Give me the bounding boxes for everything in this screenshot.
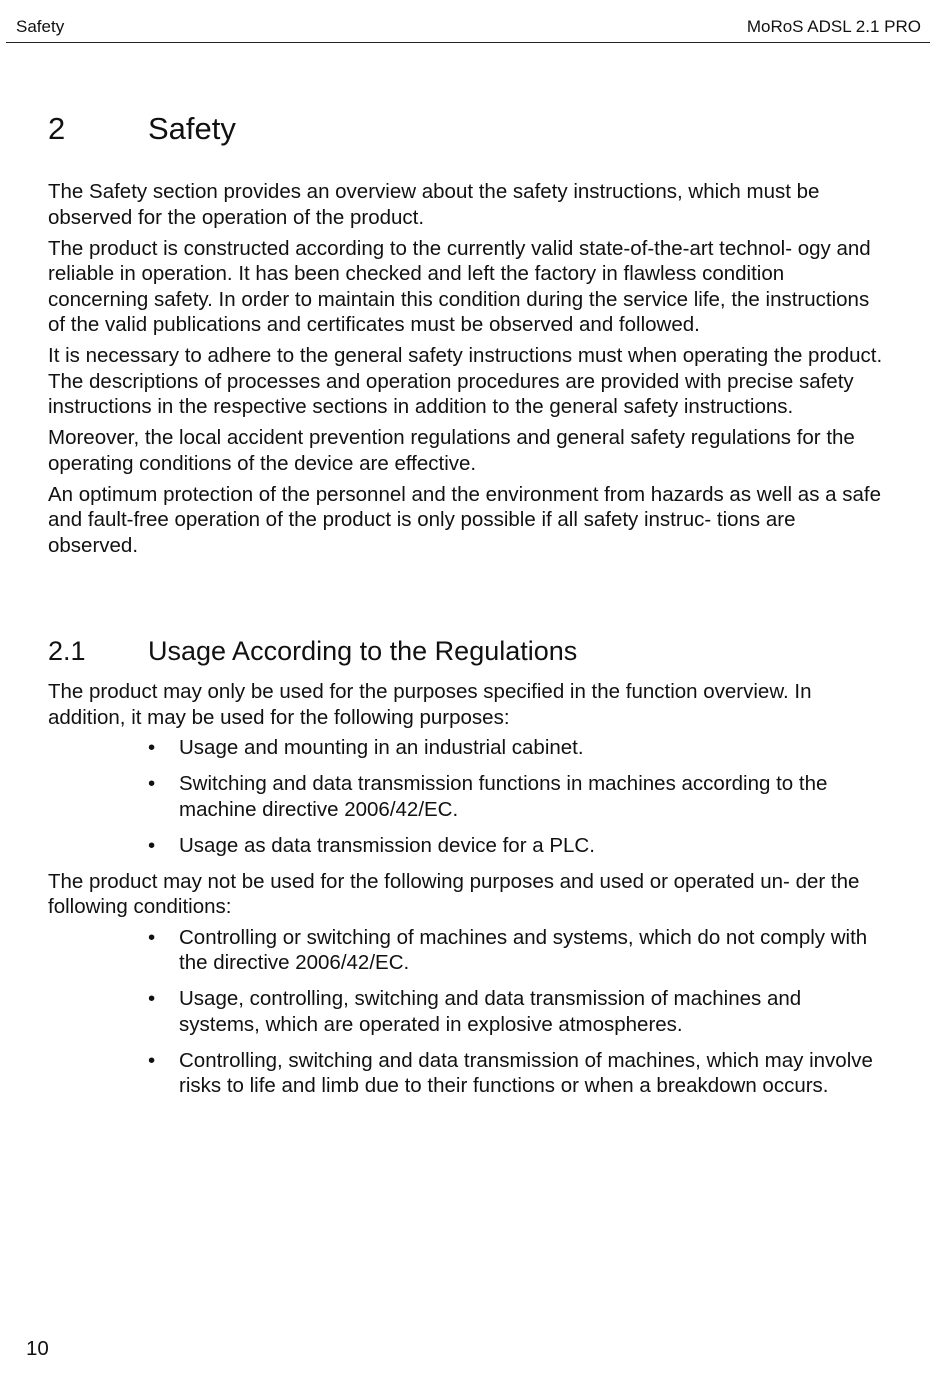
list-item-text: Controlling, switching and data transmission of machines, which may involve risks to life and limb due to their functions or when a breakdown occurs. [179, 1048, 873, 1097]
permitted-uses-list [48, 735, 883, 858]
permitted-intro-paragraph: The product may only be used for the purposes specified in the function overview. In addition, it may be used for the following purposes: [48, 680, 812, 729]
bullet-icon: • [148, 987, 156, 1010]
header-section-name: Safety [16, 17, 65, 36]
bullet-icon: • [148, 1048, 156, 1072]
list-item [48, 986, 883, 1037]
bullet-icon: • [148, 833, 156, 857]
list-item [48, 735, 883, 761]
protection-paragraph: An optimum protection of the personnel and the environment from hazards as well as a safe and fault-free operation of the product is only possible if all safety instruc- tions are observed. [48, 482, 881, 557]
subsection-number: 2.1 [48, 636, 86, 666]
regulations-paragraph: Moreover, the local accident prevention regulations and general safety regulations for the operating conditions of the device are effective. [48, 426, 855, 475]
list-item-text: Usage and mounting in an industrial cabinet. [179, 736, 584, 759]
prohibited-intro-paragraph: The product may not be used for the following purposes and used or operated un- der the following conditions: [48, 869, 860, 918]
page-number: 10 [26, 1337, 49, 1360]
list-item [48, 1048, 883, 1099]
list-item [48, 925, 883, 976]
construction-paragraph: The product is constructed according to the currently valid state-of-the-art technol- ogy and reliable in operation. It has been checked and left the factory in flawless condition concerning safety. In order to maintain this condition during the service life, the instructions of the valid publications and certificates must be observed and followed. [48, 236, 871, 336]
list-item-text: Usage as data transmission device for a PLC. [179, 833, 595, 857]
prohibited-uses-list [48, 925, 883, 1099]
list-item [48, 771, 883, 822]
header-product-name: MoRoS ADSL 2.1 PRO [746, 17, 921, 36]
subsection-body [48, 679, 883, 1099]
page-header [6, 0, 930, 43]
section-title: Safety [148, 111, 236, 146]
section-number: 2 [48, 111, 66, 146]
bullet-icon: • [148, 736, 156, 759]
list-item [48, 833, 883, 859]
list-item-text: Controlling or switching of machines and systems, which do not comply with the directive 2006/42/EC. [179, 925, 868, 974]
list-item-text: Usage, controlling, switching and data transmission of machines and systems, which are operated in explosive atmospheres. [179, 987, 802, 1036]
list-item-text: Switching and data transmission functions in machines according to the machine directive 2006/42/EC. [179, 772, 828, 821]
general-instructions-paragraph: It is necessary to adhere to the general safety instructions must when operating the product. The descriptions of processes and operation procedures are provided with precise safety instructions in the respective sections in addition to the general safety instructions. [48, 344, 883, 418]
subsection-title: Usage According to the Regulations [148, 636, 578, 666]
intro-paragraph: The Safety section provides an overview about the safety instructions, which must be observed for the operation of the product. [48, 180, 820, 229]
section-body [48, 179, 883, 558]
bullet-icon: • [148, 772, 156, 795]
bullet-icon: • [148, 925, 156, 949]
